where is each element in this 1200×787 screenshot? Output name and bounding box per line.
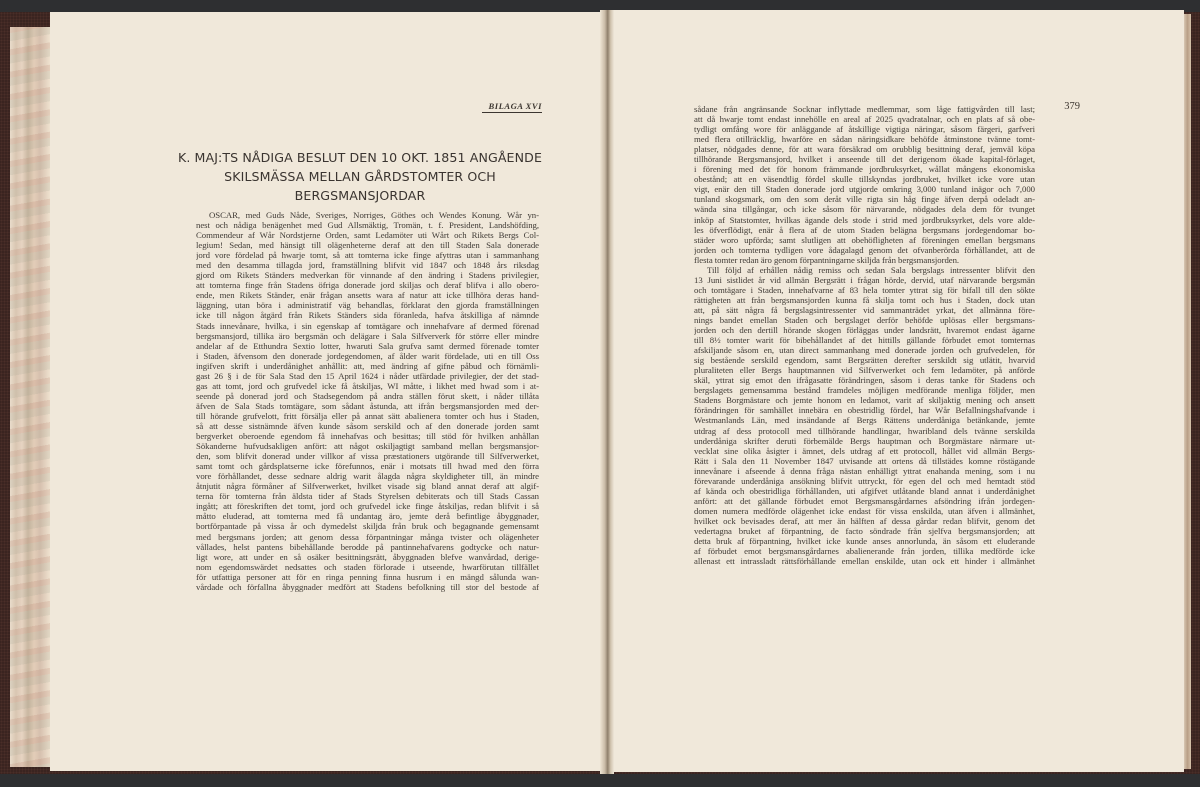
text-line: och tomtägare i Staden, innehafvarne af 83 hela tomter yttrat sig för bifall till den sökte: [694, 284, 1035, 295]
text-line: att, på sätt några få bergslagsintressenter vid sammanträdet yrkat, det allmänna före-: [694, 304, 1035, 315]
text-line: samt tomt och gårdsplatserne icke förefunnos, enär i motsats till hwad med den förra: [196, 461, 539, 472]
text-line: rättigheten att från bergsmansjorden kunna få skilja tomt och hus i Staden, dock utan: [694, 294, 1035, 305]
text-line: med bergsmans jorden; att genom dessa förpantningar många tvister och olägenheter: [196, 531, 539, 542]
text-line: i Staden, äfvensom den donerade jordegendomen, af ålder warit fördelade, uti en till Oss: [196, 350, 539, 361]
text-line: wända sina tillgångar, och icke såsom för närvarande, nödgades dela dem för tvunget: [694, 204, 1035, 215]
text-line: af kända och obestridliga förhållanden, uti afgifvet utlåtande bland annat i underdånighet: [694, 485, 1035, 496]
text-line: Stadens Borgmästare och jemte honom en ledamot, varit af skiljaktig mening och ansett: [694, 395, 1035, 406]
text-line: utdrag af dess protocoll med tillhörande handlingar, hwaribland dels tvänne serskilda: [694, 425, 1035, 436]
text-line: bergslagets gemensamma bestånd framdeles möjligen medförande menliga följder, men: [694, 385, 1035, 396]
text-line: terna för tomterna från äldsta tider af Stads Styrelsen debiterats och till Stads Cassan: [196, 491, 539, 502]
text-line: vigt, enär den till Staden donerade jord utgjorde omkring 3,000 tunland inägor och 7,000: [694, 184, 1035, 195]
text-line: med flera otillräcklig, hwarföre en sådan näringsidkare behöfde åtminstone tvänne tomt-: [694, 134, 1035, 145]
text-line: afskiljande såsom en, utan direct sammanhang med donerade jorden och grufvedelen, för: [694, 345, 1035, 356]
text-line: inköp af Statstomter, hvilkas ägande dels stode i strid med jordbruksyrket, dels vore alde-: [694, 214, 1035, 225]
text-line: icke till någon åtgärd från Rikets Ständers sida föranleda, hafva åtskilliga af nämnde: [196, 310, 539, 321]
text-line: gast 26 § i de för Sala Stad den 15 April 1624 i nåder utfärdade privilegier, der det stad-: [196, 370, 539, 381]
text-line: innevånare i afseende å denna fråga nästan enhälligt yttrat enahanda mening, som i nu: [694, 465, 1035, 476]
text-line: hvilket ock bevisades deraf, att mer än hälften af dessa gårdar redan blifvit, genom det: [694, 515, 1035, 526]
text-line: Stads innevånare, hvilka, i sin egenskap af tomtägare och innehafvare af dermed förenad: [196, 320, 539, 331]
text-line: måtto eluderad, att tomterna med få undantag äro, jemte derå befintlige åbyggnader,: [196, 511, 539, 522]
text-line: legium! Sedan, med hänsigt till olägenheterne deraf att den till Staden Sala donerade: [196, 240, 539, 251]
text-line: obestånd; att en väsendtlig fördel skulle tillskyndas jordbruket, hvilket icke vore utan: [694, 174, 1035, 185]
page-edge: [1184, 14, 1191, 769]
page-number: 379: [1064, 101, 1080, 112]
text-line: nings bandet emellan Staden och bergslaget derför behöfde uplösas eller bergsmans-: [694, 314, 1035, 325]
text-line: gjord om Rikets Ständers medverkan för vinnande af den ändring i Stadens privilegier,: [196, 270, 539, 281]
text-line: Rätt i Sala den 11 November 1847 utvisande att ortens då tillstädes komne röstägande: [694, 455, 1035, 466]
text-line: bergsmansjord, tillika äro bergsmän och delägare i Sala Silfververk för större eller mindre: [196, 330, 539, 341]
text-line: Westmanlands Län, med insändande af Bergs Rättens underdåniga betänkande, jemte: [694, 415, 1035, 426]
text-line: skäl, yttrat sig emot den ifrågasatte förändringen, såsom i deras tanke för Stadens och: [694, 375, 1035, 386]
text-line: att då hwarje tomt endast innehölle en areal af 2025 qvadratalnar, och en plats af så obe-: [694, 114, 1035, 125]
text-line: gas att tomt, jord och grufvedel icke få åtskiljas, WI måtte, i likhet med hwad som i at-: [196, 380, 539, 391]
text-line: förändringen för samhället innebära en obestridlig fördel, har Wår Befallningshafvande i: [694, 405, 1035, 416]
running-head: BILAGA XVI: [482, 101, 542, 113]
document-title: [160, 148, 560, 205]
text-line: flesta tomter redan äro genom förpantningarne skiljda från bergsmansjorden.: [694, 254, 960, 265]
marbled-page-edge: [10, 27, 50, 767]
text-line: för utfattiga personer att för en ringa penning finna husrum i en mängd sålunda wan-: [196, 571, 539, 582]
text-line: pluraliteten eller Bergs hauptmannen vid Silfverwerket och fem ledamöter, på anförde: [694, 365, 1035, 376]
text-line: äfven de Sala Stads tomtägare, som sådant åstunda, att ifrån bergsmansjorden med der-: [196, 400, 539, 411]
text-line: med den desamma tillagda jord, framställning blifvit vid 1847 och 1848 års riksdag: [196, 260, 539, 271]
text-line: tunland skogsmark, om den som deråt ville rigta sin håg finge äfven derpå odeladt an-: [694, 194, 1035, 205]
text-line: nest och nådiga benägenhet med Gud Allsmäktig, Tromän, t. f. President, Landshöfding,: [196, 220, 539, 231]
text-line: att tomterna finge från Stadens öfriga donerade jord skiljas och deraf blifva i allo obero-: [196, 280, 539, 291]
title-line: K. MAJ:TS NÅDIGA BESLUT DEN 10 OKT. 1851 ANGÅENDE: [177, 150, 542, 165]
text-line: i förening med det för honom främmande jordbruksyrket, wållat mångens ekonomiska: [694, 164, 1035, 175]
text-line: förevarande underdåniga ansökning blifvit uttryckt, för egen del och med hemtadt stöd: [694, 475, 1035, 486]
title-line: SKILSMÄSSA MELLAN GÅRDSTOMTER OCH: [224, 169, 496, 184]
text-line: sig bestående serskild egendom, samt Bergsrätten derefter serskildt sig utlätit, hvarvid: [694, 355, 1035, 366]
text-line: andelar af de Etthundra Sextio lotter, hwaruti Sala grufva samt dermed förenade tomter: [196, 340, 539, 351]
text-line: vårdade och förfallna åbyggnader medfört att Stadens befolkning till stor del bestode af: [196, 581, 539, 592]
text-line: till 8½ tomter warit för bibehållandet af det hittills gällande förbudet emot tomternas: [694, 335, 1035, 346]
text-line: allenast ett intrassladt rättsförhållande emellan enskilde, utan ock ett hinder i allmänhet: [694, 556, 1035, 567]
title-line: BERGSMANSJORDAR: [294, 188, 426, 203]
text-line: seende på donerad jord och Stadsegendom på andra ställen förut skett, i nåder tillåta: [196, 390, 539, 401]
text-line: ingått; att föreskriften det tomt, jord och grufvedel icke finge åtskiljas, redan blifvit i så: [196, 501, 539, 512]
text-line: vecklat sine olika åsigter i ämnet, dels utdrag af ett protocoll, hållet vid allmän Bergs-: [694, 445, 1035, 456]
text-line: OSCAR, med Guds Nåde, Sveriges, Norriges, Göthes och Wendes Konung. Wår yn-: [209, 210, 539, 220]
text-line: Till följd af erhållen nådig remiss och sedan Sala bergslags intressenter blifvit den: [707, 264, 1035, 275]
text-line: tydligt omfång wore för anläggande af åtskillige vigtiga näringar, såsom färgeri, garfveri: [694, 124, 1035, 135]
text-line: vore förhållandet, desse sednare aldrig warit ålagda några skyldigheter till, än mindre: [196, 471, 539, 482]
text-line: domen numera medförde olägenhet icke endast för vissa enskilda, utan äfven i allmänhet,: [694, 505, 1035, 516]
text-line: städer woro upförda; samt slutligen att obehöfligheten af föreningen emellan bergsmans: [694, 234, 1035, 245]
text-line: sådane från angränsande Socknar inflyttade medlemmar, som låge fattigvården till last;: [694, 104, 1035, 114]
text-line: vedertagna bruket af förpantning, de facto söndrade från sjelfva bergsmansjorden; att: [694, 525, 1035, 536]
text-line: ingifven skrift i underdånighet anhållit: att, med ändring af gifne påbud och förnämli-: [196, 360, 539, 371]
text-line: ligt wore, att under en så osäker besittningsrätt, åbyggnaden blefve wanvårdad, derige-: [196, 551, 539, 562]
text-line: platser, nödgades denne, för att wara försäkrad om orubblig besittning deraf, jemväl köpa: [694, 144, 1035, 155]
text-line: läggning, utan böra i administratif väg behandlas, förklarat den gjorda framställningen: [196, 300, 539, 311]
text-line: Sökanderne hufvudsakligen anfört: att något oskiljagtigt samband mellan bergsmansjor-: [196, 441, 539, 452]
left-page-body: [196, 210, 539, 592]
text-line: till hörande grufvelott, fritt försälja eller på annat sätt abalienera tomter och hus i Staden,: [196, 410, 539, 421]
text-line: Commendeur af Wår Nordstjerne Orden, samt Ledamöter uti Wårt och Rikets Bergs Col-: [196, 230, 539, 241]
right-page-body: [694, 104, 1035, 566]
text-line: jorden och den dertill hörande skogen förläggas under landsrätt, hvaremot endast ägarne: [694, 325, 1035, 336]
text-line: den, som blifvit donerad under villkor af vissa præstationers utgörande till Silfverwerket,: [196, 451, 539, 462]
book-gutter: [600, 10, 614, 774]
text-line: bergverket oberoende egendom få innehafvas och besittas; till stöd för hvilken anhållan: [196, 431, 539, 442]
text-line: af förbudet emot bergsmansgårdarnes abalienerande från jorden, tillika medförde icke: [694, 546, 1035, 557]
text-line: detta bruk af förpantning, hvilket icke kunde anses annorlunda, än såsom ett eluderande: [694, 536, 1035, 547]
text-line: les öfverflödigt, enär å flera af de utom Staden belägna bergsmans jordegendomar bo-: [694, 224, 1035, 235]
text-line: anfört: att det gällande förbudet emot Bergsmansgårdarnes afsöndring ifrån jordegen-: [694, 495, 1035, 506]
text-line: underdåniga skrifter deruti förbemälde Bergs hauptman och Borgmästare närmare ut-: [694, 435, 1035, 446]
text-line: ende, men Rikets Ständer, enär frågan ansetts wara af natur att icke tillhöra deras hand-: [196, 290, 539, 301]
text-line: jorden och tomterna tydligen vore ådagalagd genom det ofvanberörda förhållandet, att de: [694, 244, 1035, 255]
text-line: åtnjutit några förmåner af Silfverwerket, hvilket visade sig bland annat deraf att algif-: [196, 481, 539, 492]
text-line: så att desse sistnämnde äfven kunde såsom serskild och af den donerade jorden samt: [196, 420, 539, 431]
text-line: bortförpantade på vissa år och dymedelst skiljda från bruk och begagnande gemensamt: [196, 521, 539, 532]
text-line: vållades, helst pantens bibehållande berodde på pantinnehafvarens godtycke och natur-: [196, 541, 539, 552]
text-line: tillhörande Bergsmansjord, hvilket i anseende till det derigenom ökade kapital-förlaget,: [694, 154, 1035, 165]
text-line: nom egendomswärdet nedsattes och staden förlorade i utseende, hwarförutan tillfället: [196, 561, 539, 572]
text-line: 13 Juni sistlidet år vid allmän Bergsrätt i frågan hörde, dervid, utaf närvarande bergsmän: [694, 274, 1035, 285]
text-line: jord vore fördelad på hwarje tomt, så att tomterna icke finge afyttras utan i sammanhang: [196, 250, 539, 261]
